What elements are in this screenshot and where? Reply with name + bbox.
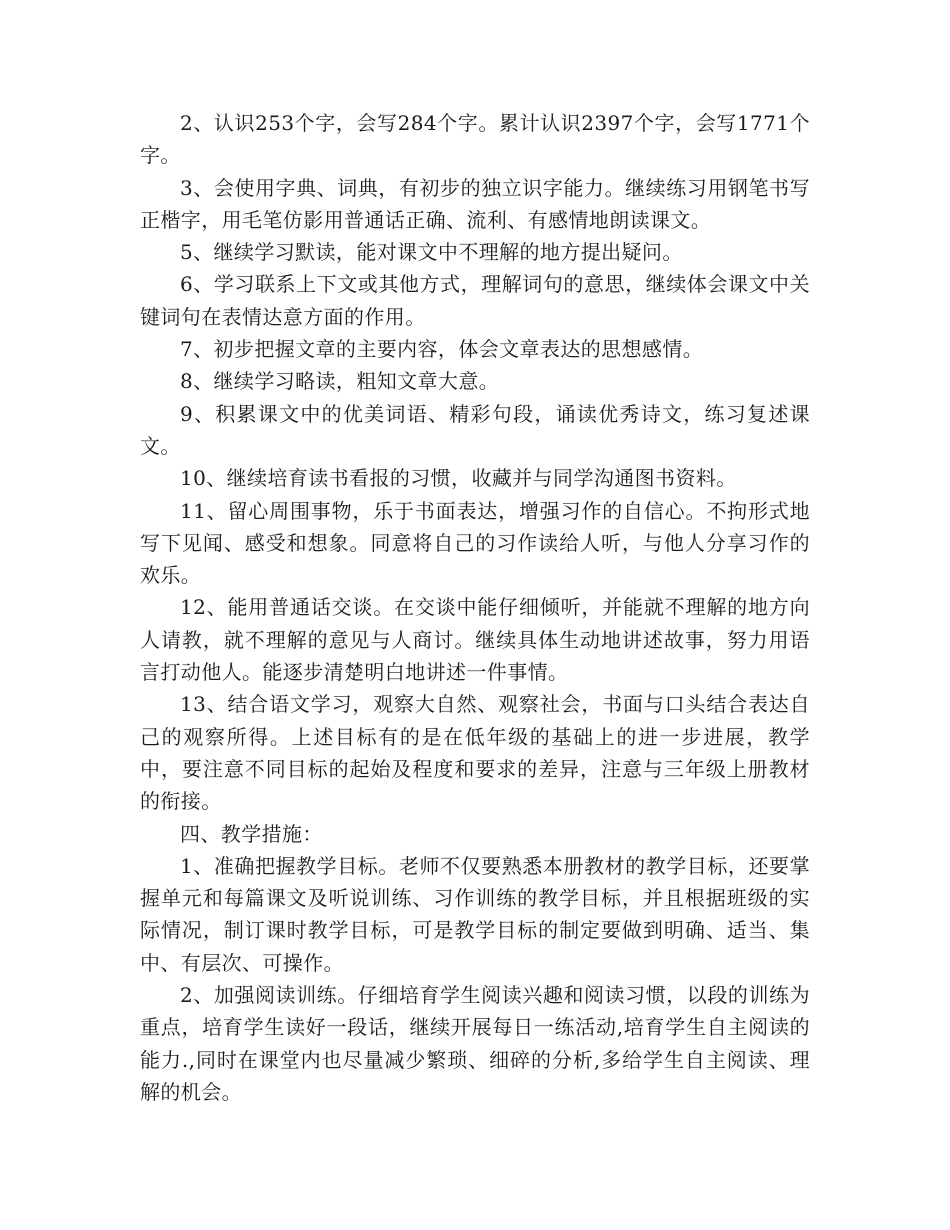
paragraph-goal-6: 6、学习联系上下文或其他方式，理解词句的意思，继续体会课文中关键词句在表情达意方面的作用。 [140, 272, 810, 329]
paragraph-measure-1: 1、准确把握教学目标。老师不仅要熟悉本册教材的教学目标，还要掌握单元和每篇课文及听说训练、习作训练的教学目标，并且根据班级的实际情况，制订课时教学目标，可是教学目标的制定要做到明确、适当、集中、有层次、可操作。 [140, 853, 810, 975]
paragraph-goal-12: 12、能用普通话交谈。在交谈中能仔细倾听，并能就不理解的地方向人请教，就不理解的意见与人商讨。继续具体生动地讲述故事，努力用语言打动他人。能逐步清楚明白地讲述一件事情。 [140, 595, 810, 685]
document-page [140, 107, 810, 1108]
paragraph-goal-11: 11、留心周围事物，乐于书面表达，增强习作的自信心。不拘形式地写下见闻、感受和想象。同意将自己的习作读给人听，与他人分享习作的欢乐。 [140, 498, 810, 588]
paragraph-goal-5: 5、继续学习默读，能对课文中不理解的地方提出疑问。 [180, 240, 683, 265]
paragraph-goal-2: 2、认识253个字，会写284个字。累计认识2397个字，会写1771个字。 [140, 111, 810, 168]
paragraph-measure-2: 2、加强阅读训练。仔细培育学生阅读兴趣和阅读习惯，以段的训练为重点，培育学生读好一段话，继续开展每日一练活动,培育学生自主阅读的能力.,同时在课堂内也尽量减少繁琐、细碎的分析,多给学生自主阅读、理解的机会。 [140, 983, 810, 1104]
section-heading-teaching-measures: 四、教学措施： [180, 821, 323, 846]
paragraph-goal-13: 13、结合语文学习，观察大自然、观察社会，书面与口头结合表达自己的观察所得。上述目标有的是在低年级的基础上的进一步进展，教学中，要注意不同目标的起始及程度和要求的差异，注意与三年级上册教材的衔接。 [140, 692, 810, 814]
paragraph-goal-7: 7、初步把握文章的主要内容，体会文章表达的思想感情。 [180, 337, 704, 362]
paragraph-goal-10: 10、继续培育读书看报的习惯，收藏并与同学沟通图书资料。 [180, 466, 737, 491]
paragraph-goal-3: 3、会使用字典、词典，有初步的独立识字能力。继续练习用钢笔书写正楷字，用毛笔仿影用普通话正确、流利、有感情地朗读课文。 [140, 175, 810, 232]
paragraph-goal-8: 8、继续学习略读，粗知文章大意。 [180, 369, 500, 394]
paragraph-goal-9: 9、积累课文中的优美词语、精彩句段，诵读优秀诗文，练习复述课文。 [140, 401, 810, 458]
